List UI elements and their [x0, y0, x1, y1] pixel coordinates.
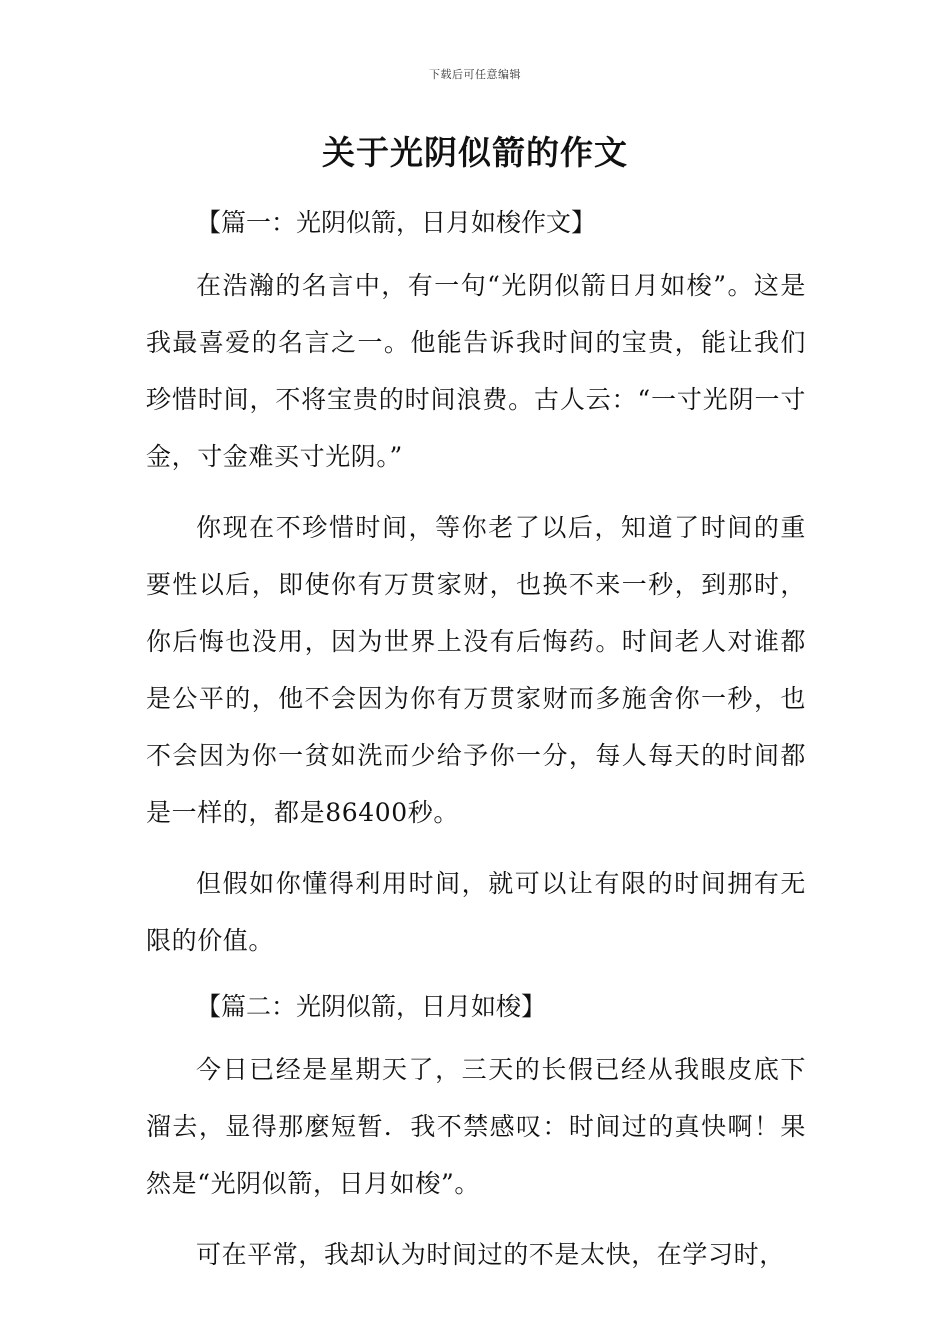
paragraph: 你现在不珍惜时间，等你老了以后，知道了时间的重要性以后，即使你有万贯家财，也换不来一秒，到那时，你后悔也没用，因为世界上没有后悔药。时间老人对谁都是公平的，他不会因为你有万贯家财而多施舍你一秒，也不会因为你一贫如洗而少给予你一分，每人每天的时间都是一样的，都是86400秒。: [146, 513, 806, 827]
paragraph: 今日已经是星期天了，三天的长假已经从我眼皮底下溜去，显得那麼短暂．我不禁感叹：时间过的真快啊！果然是“光阴似箭，日月如梭”。: [146, 1055, 806, 1198]
paragraph: 可在平常，我却认为时间过的不是太快，在学习时，: [196, 1240, 785, 1269]
section-heading: 【篇二：光阴似箭，日月如梭】: [196, 992, 547, 1021]
header-note: 下载后可任意编辑: [429, 68, 521, 81]
paragraph: 在浩瀚的名言中，有一句“光阴似箭日月如梭”。这是我最喜爱的名言之一。他能告诉我时间的宝贵，能让我们珍惜时间，不将宝贵的时间浪费。古人云：“一寸光阴一寸金，寸金难买寸光阴。”: [146, 271, 806, 471]
document-body: [146, 199, 806, 1297]
document-title: 关于光阴似箭的作文: [322, 133, 628, 172]
section-heading: 【篇一：光阴似箭，日月如梭作文】: [196, 208, 597, 237]
paragraph: 但假如你懂得利用时间，就可以让有限的时间拥有无限的价值。: [146, 869, 806, 955]
section-1: [146, 199, 806, 969]
section-2: [146, 983, 806, 1283]
